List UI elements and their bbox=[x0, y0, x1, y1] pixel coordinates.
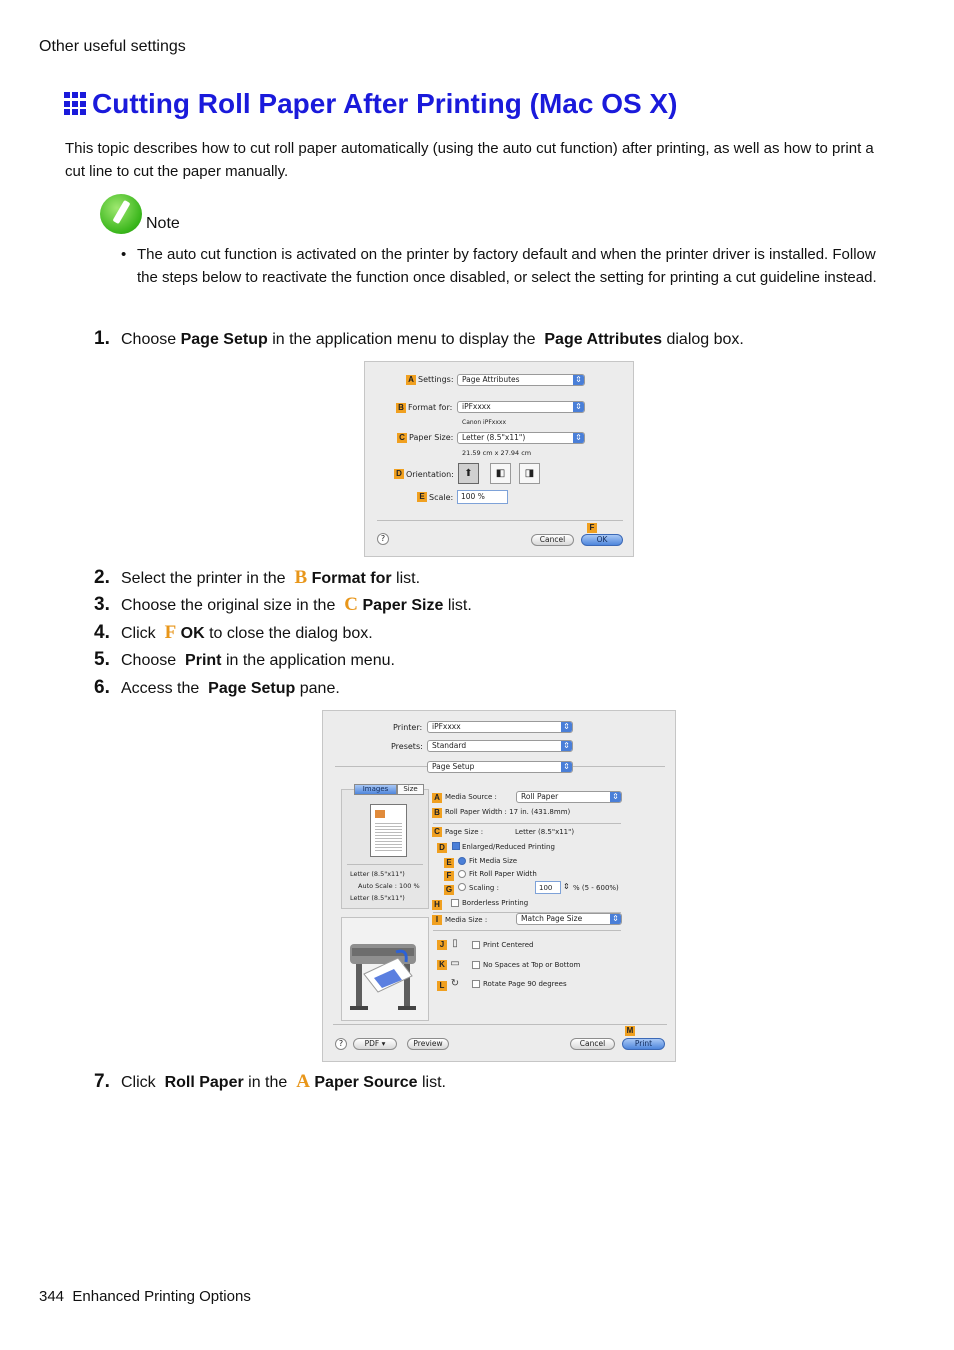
divider bbox=[333, 1024, 667, 1025]
page-attributes-dialog bbox=[364, 361, 634, 557]
rotate-label: Rotate Page 90 degrees bbox=[483, 980, 567, 988]
cancel-button[interactable]: Cancel bbox=[570, 1038, 615, 1050]
callout-tag-g: G bbox=[445, 885, 453, 894]
note-list bbox=[118, 243, 888, 289]
callout-tag-e: E bbox=[417, 492, 427, 502]
callout-letter: A bbox=[296, 1071, 310, 1092]
scaling-radio[interactable] bbox=[458, 883, 466, 891]
step-text: to close the dialog box. bbox=[204, 625, 373, 642]
divider bbox=[347, 864, 423, 865]
landscape-left-orientation-icon[interactable]: ◧ bbox=[490, 463, 511, 484]
callout-tag-b: B bbox=[396, 403, 406, 413]
portrait-orientation-icon[interactable]: ⬆ bbox=[458, 463, 479, 484]
scale-label: Scale: bbox=[429, 493, 454, 502]
note-header bbox=[100, 194, 180, 234]
grid-icon bbox=[64, 92, 88, 116]
step-6 bbox=[94, 677, 340, 699]
page-size-value: Letter (8.5"x11") bbox=[515, 828, 575, 836]
callout-tag-d: D bbox=[394, 469, 404, 479]
callout-letter: C bbox=[344, 594, 358, 615]
callout-tag-i: I bbox=[432, 915, 442, 925]
settings-popup[interactable]: Page Attributes ⇕ bbox=[457, 374, 585, 386]
preview-line-1: Letter (8.5"x11") bbox=[350, 870, 405, 878]
cancel-button[interactable]: Cancel bbox=[531, 534, 574, 546]
callout-tag-k: K bbox=[437, 960, 447, 970]
fit-roll-radio[interactable] bbox=[458, 870, 466, 878]
pane-popup[interactable]: Page Setup ⇕ bbox=[427, 761, 573, 773]
media-source-label: Media Source : bbox=[445, 793, 497, 801]
scale-field[interactable]: 100 % bbox=[457, 490, 508, 504]
enlarged-checkbox[interactable] bbox=[452, 842, 460, 850]
step-number: 3. bbox=[94, 594, 110, 615]
scaling-range: % (5 - 600%) bbox=[573, 884, 619, 892]
step-bold: Paper Source bbox=[314, 1074, 418, 1091]
step-bold: Page Setup bbox=[180, 331, 268, 348]
step-4 bbox=[94, 622, 373, 644]
media-size-popup[interactable]: Match Page Size ⇕ bbox=[516, 913, 622, 925]
tab-images[interactable]: Images bbox=[354, 784, 397, 795]
preview-button[interactable]: Preview bbox=[407, 1038, 449, 1050]
step-1 bbox=[94, 328, 744, 350]
callout-tag-a: A bbox=[432, 793, 442, 803]
printer-label: Printer: bbox=[393, 723, 423, 732]
callout-tag-l: L bbox=[437, 981, 447, 991]
callout-tag-j: J bbox=[437, 940, 447, 950]
step-number: 5. bbox=[94, 649, 110, 670]
page-size-label: Page Size : bbox=[445, 828, 484, 836]
presets-label: Presets: bbox=[391, 742, 423, 751]
step-text: pane. bbox=[295, 680, 340, 697]
step-7 bbox=[94, 1071, 446, 1093]
printer-image bbox=[341, 917, 429, 1021]
format-for-label: Format for: bbox=[408, 403, 453, 412]
no-spaces-label: No Spaces at Top or Bottom bbox=[483, 961, 581, 969]
scaling-field[interactable]: 100 bbox=[535, 881, 561, 894]
footer-label: Enhanced Printing Options bbox=[72, 1288, 251, 1305]
step-text: Choose bbox=[121, 652, 181, 669]
step-bold: Paper Size bbox=[362, 597, 444, 614]
callout-tag-d: D bbox=[437, 843, 447, 853]
note-item: • The auto cut function is activated on the printer by factory default and when the printer driver is installed. Follow the steps below to reactivate the function once disabled, or select the setting for printing a cut guideline instead. bbox=[118, 243, 888, 289]
step-5 bbox=[94, 649, 395, 671]
printer-illustration-icon bbox=[342, 918, 430, 1022]
divider bbox=[433, 823, 621, 824]
presets-popup[interactable]: Standard ⇕ bbox=[427, 740, 573, 752]
step-bold: Page Setup bbox=[208, 680, 296, 697]
orientation-label: Orientation: bbox=[406, 470, 454, 479]
media-source-popup[interactable]: Roll Paper ⇕ bbox=[516, 791, 622, 803]
step-number: 2. bbox=[94, 567, 110, 588]
callout-tag-h: H bbox=[432, 900, 442, 910]
callout-tag-f: F bbox=[444, 871, 454, 881]
print-centered-checkbox[interactable] bbox=[472, 941, 480, 949]
callout-tag-b: B bbox=[432, 808, 442, 818]
step-bold: Roll Paper bbox=[164, 1074, 244, 1091]
callout-tag-f: F bbox=[587, 523, 597, 533]
note-label: Note bbox=[146, 215, 180, 232]
format-for-popup[interactable]: iPFxxxx ⇕ bbox=[457, 401, 585, 413]
step-bold: Format for bbox=[311, 570, 392, 587]
intro-paragraph: This topic describes how to cut roll paper automatically (using the auto cut function) after printing, as well as how to print a cut line to cut the paper manually. bbox=[65, 140, 874, 180]
page-thumbnail bbox=[370, 804, 407, 857]
callout-letter: F bbox=[164, 622, 177, 643]
divider bbox=[377, 520, 623, 521]
step-text: dialog box. bbox=[662, 331, 744, 348]
no-spaces-checkbox[interactable] bbox=[472, 961, 480, 969]
scaling-label: Scaling : bbox=[469, 884, 499, 892]
step-number: 7. bbox=[94, 1071, 110, 1092]
step-bold: Print bbox=[185, 652, 222, 669]
paper-size-sub: 21.59 cm x 27.94 cm bbox=[462, 449, 532, 457]
borderless-checkbox[interactable] bbox=[451, 899, 459, 907]
borderless-label: Borderless Printing bbox=[462, 899, 529, 907]
preview-line-3: Letter (8.5"x11") bbox=[350, 894, 405, 902]
fit-media-label: Fit Media Size bbox=[469, 857, 518, 865]
step-text: in the bbox=[243, 1074, 292, 1091]
section-header: Other useful settings bbox=[39, 38, 186, 55]
print-dialog bbox=[322, 710, 676, 1062]
rotate-checkbox[interactable] bbox=[472, 980, 480, 988]
step-3 bbox=[94, 594, 472, 616]
step-text: Choose the original size in the bbox=[121, 597, 340, 614]
page-title bbox=[64, 88, 677, 120]
preview-line-2: Auto Scale : 100 % bbox=[358, 882, 420, 890]
page-footer bbox=[39, 1288, 251, 1305]
pdf-button[interactable]: PDF ▾ bbox=[353, 1038, 397, 1050]
step-text: list. bbox=[417, 1074, 446, 1091]
roll-paper-width: Roll Paper Width : 17 in. (431.8mm) bbox=[445, 808, 571, 816]
print-button[interactable]: Print bbox=[622, 1038, 665, 1050]
paper-size-popup[interactable]: Letter (8.5"x11") ⇕ bbox=[457, 432, 585, 444]
page-number: 344 bbox=[39, 1288, 65, 1305]
callout-tag-c: C bbox=[432, 827, 442, 837]
callout-letter: B bbox=[294, 567, 308, 588]
callout-tag-m: M bbox=[626, 1026, 634, 1035]
printer-popup[interactable]: iPFxxxx ⇕ bbox=[427, 721, 573, 733]
step-number: 4. bbox=[94, 622, 110, 643]
step-text: Click bbox=[121, 625, 161, 642]
media-size-label: Media Size : bbox=[445, 916, 488, 924]
fit-media-radio[interactable] bbox=[458, 857, 466, 865]
print-centered-label: Print Centered bbox=[483, 941, 534, 949]
tab-size[interactable]: Size bbox=[397, 784, 424, 795]
step-2 bbox=[94, 567, 420, 589]
step-text: Choose bbox=[121, 331, 177, 348]
print-centered-icon: ▯ bbox=[452, 938, 458, 949]
step-text: list. bbox=[443, 597, 472, 614]
rotate-page-icon: ↻ bbox=[450, 978, 460, 989]
step-text: Access the bbox=[121, 680, 204, 697]
callout-tag-a: A bbox=[406, 375, 416, 385]
ok-button[interactable]: OK bbox=[581, 534, 623, 546]
step-number: 6. bbox=[94, 677, 110, 698]
settings-label: Settings: bbox=[418, 375, 454, 384]
step-number: 1. bbox=[94, 328, 110, 349]
step-text: Click bbox=[121, 1074, 161, 1091]
paper-size-label: Paper Size: bbox=[409, 433, 454, 442]
step-bold: OK bbox=[180, 625, 205, 642]
title-text: Cutting Roll Paper After Printing (Mac OS X) bbox=[92, 88, 678, 119]
step-text: in the application menu to display the bbox=[267, 331, 540, 348]
landscape-right-orientation-icon[interactable]: ◨ bbox=[519, 463, 540, 484]
callout-tag-c: C bbox=[397, 433, 407, 443]
step-text: list. bbox=[391, 570, 421, 587]
callout-tag-e: E bbox=[444, 858, 454, 868]
step-text: Select the printer in the bbox=[121, 570, 290, 587]
help-button[interactable]: ? bbox=[335, 1038, 347, 1050]
note-pencil-icon bbox=[100, 194, 142, 234]
scaling-stepper-icon[interactable]: ⇕ bbox=[563, 882, 570, 891]
no-spaces-icon: ▭ bbox=[450, 958, 460, 969]
format-for-sub: Canon iPFxxxx bbox=[462, 419, 506, 426]
divider bbox=[433, 930, 621, 931]
fit-roll-label: Fit Roll Paper Width bbox=[469, 870, 537, 878]
step-bold: Page Attributes bbox=[544, 331, 663, 348]
enlarged-label: Enlarged/Reduced Printing bbox=[462, 843, 555, 851]
step-text: in the application menu. bbox=[221, 652, 395, 669]
help-button[interactable]: ? bbox=[377, 533, 389, 545]
